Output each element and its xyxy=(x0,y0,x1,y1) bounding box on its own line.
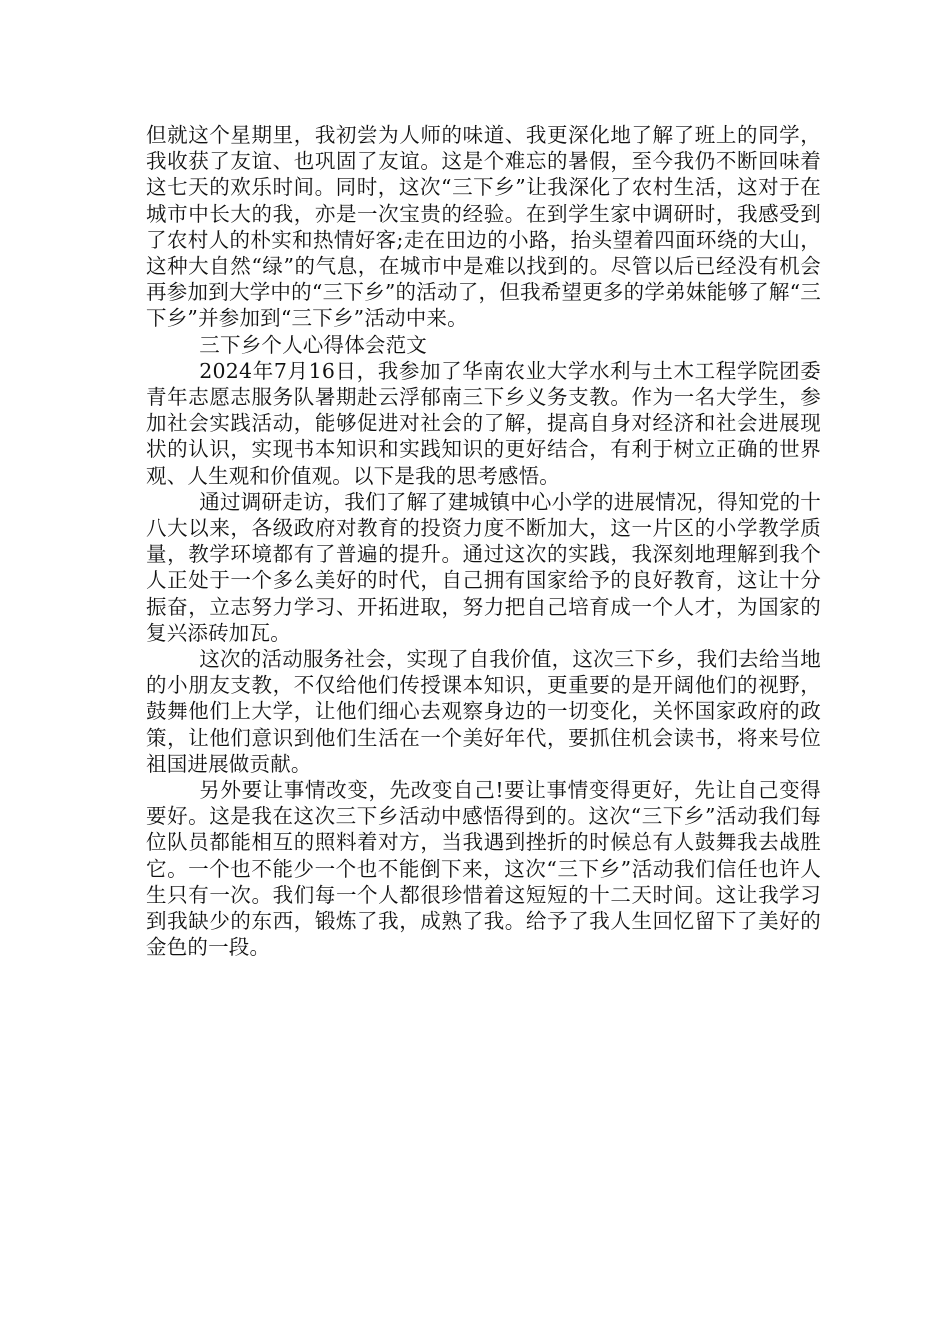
section-title: 三下乡个人心得体会范文 xyxy=(199,332,427,357)
document-body xyxy=(146,122,821,961)
paragraph-intro-continuation: 但就这个星期里，我初尝为人师的味道、我更深化地了解了班上的同学，我收获了友谊、也巩固了友谊。这是个难忘的暑假，至今我仍不断回味着这七天的欢乐时间。同时，这次“三下乡”让我深化了农村生活，这对于在城市中长大的我，亦是一次宝贵的经验。在到学生家中调研时，我感受到了农村人的朴实和热情好客;走在田边的小路，抬头望着四面环绕的大山，这种大自然“绿”的气息，在城市中是难以找到的。尽管以后已经没有机会再参加到大学中的“三下乡”的活动了，但我希望更多的学弟妹能够了解“三下乡”并参加到“三下乡”活动中来。 xyxy=(146,123,821,331)
paragraph-1: 2024年7月16日，我参加了华南农业大学水利与土木工程学院团委青年志愿志服务队暑期赴云浮郁南三下乡义务支教。作为一名大学生，参加社会实践活动，能够促进对社会的了解，提高自身对经济和社会进展现状的认识，实现书本知识和实践知识的更好结合，有利于树立正确的世界观、人生观和价值观。以下是我的思考感悟。 xyxy=(146,358,821,488)
paragraph-2: 通过调研走访，我们了解了建城镇中心小学的进展情况，得知党的十八大以来，各级政府对教育的投资力度不断加大，这一片区的小学教学质量，教学环境都有了普遍的提升。通过这次的实践，我深刻地理解到我个人正处于一个多么美好的时代，自己拥有国家给予的良好教育，这让十分振奋，立志努力学习、开拓进取，努力把自己培育成一个人才，为国家的复兴添砖加瓦。 xyxy=(146,489,821,645)
paragraph-3: 这次的活动服务社会，实现了自我价值，这次三下乡，我们去给当地的小朋友支教，不仅给他们传授课本知识，更重要的是开阔他们的视野，鼓舞他们上大学，让他们细心去观察身边的一切变化，关怀国家政府的政策，让他们意识到他们生活在一个美好年代，要抓住机会读书，将来号位祖国进展做贡献。 xyxy=(146,647,821,776)
paragraph-4: 另外要让事情改变，先改变自己!要让事情变得更好，先让自己变得要好。这是我在这次三下乡活动中感悟得到的。这次“三下乡”活动我们每位队员都能相互的照料着对方，当我遇到挫折的时候总有人鼓舞我去战胜它。一个也不能少一个也不能倒下来，这次“三下乡”活动我们信任也许人生只有一次。我们每一个人都很珍惜着这短短的十二天时间。这让我学习到我缺少的东西，锻炼了我，成熟了我。给予了我人生回忆留下了美好的金色的一段。 xyxy=(146,778,821,960)
